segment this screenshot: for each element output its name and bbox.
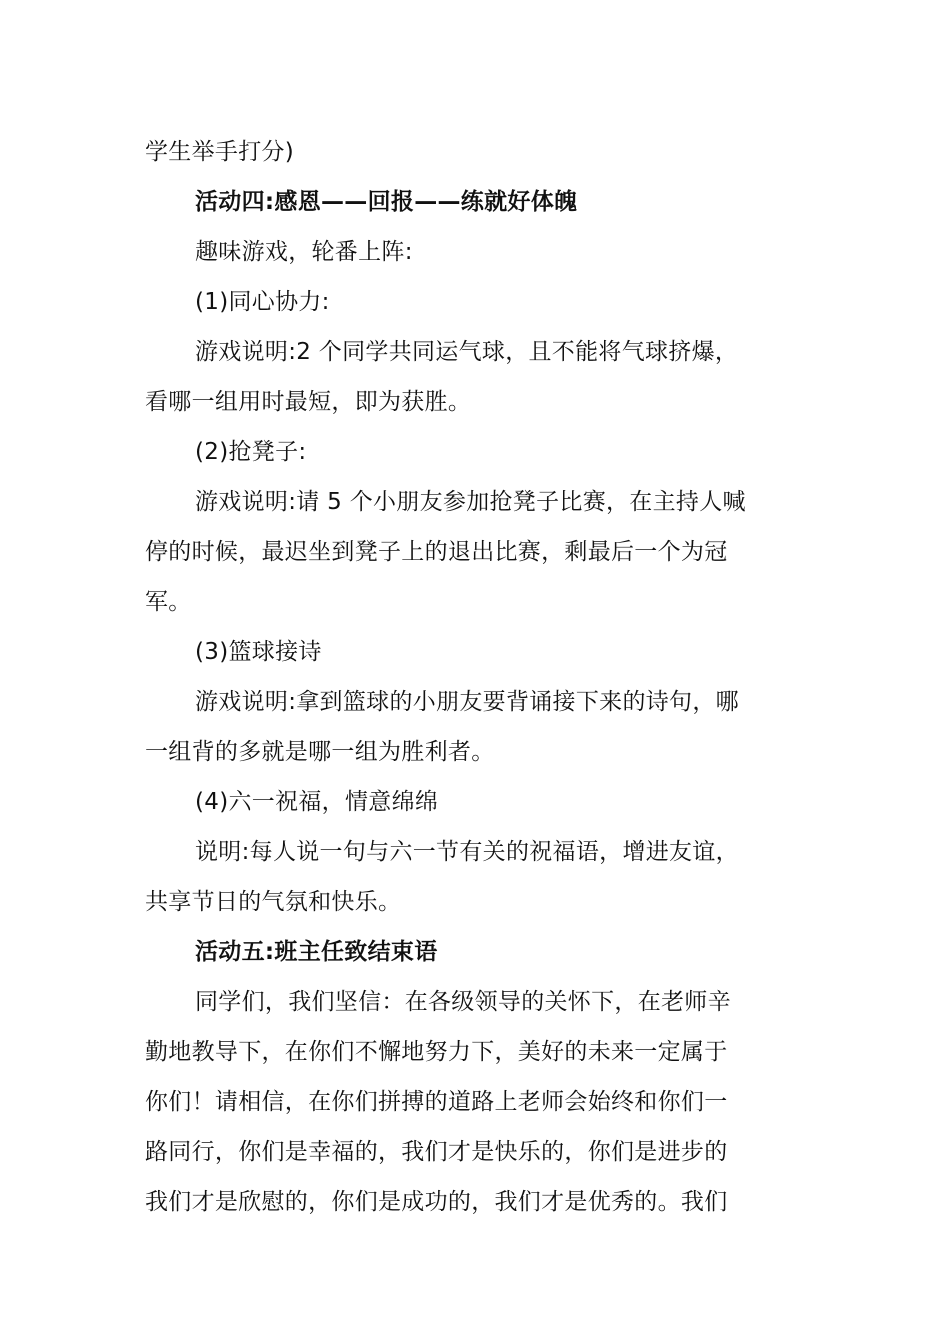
section-heading-activity-4: 活动四:感恩——回报——练就好体魄: [195, 189, 578, 215]
paragraph-line: 游戏说明:拿到篮球的小朋友要背诵接下来的诗句，哪: [195, 689, 739, 715]
paragraph-line: 共享节日的气氛和快乐。: [145, 889, 402, 915]
game-title-4: (4)六一祝福，情意绵绵: [195, 789, 439, 815]
document-body: [145, 127, 810, 1227]
paragraph-line: 我们才是欣慰的，你们是成功的，我们才是优秀的。我们: [145, 1189, 728, 1215]
paragraph-line: 同学们，我们坚信：在各级领导的关怀下，在老师辛: [195, 989, 731, 1015]
paragraph-line: 军。: [145, 589, 192, 615]
paragraph-line: 游戏说明:2 个同学共同运气球，且不能将气球挤爆，: [195, 339, 739, 365]
paragraph-line: 游戏说明:请 5 个小朋友参加抢凳子比赛，在主持人喊: [195, 489, 746, 515]
section-heading-activity-5: 活动五:班主任致结束语: [195, 939, 438, 965]
paragraph-line: 路同行，你们是幸福的，我们才是快乐的，你们是进步的: [145, 1139, 728, 1165]
paragraph-line: 一组背的多就是哪一组为胜利者。: [145, 739, 495, 765]
paragraph-line: 看哪一组用时最短，即为获胜。: [145, 389, 472, 415]
game-title-3: (3)篮球接诗: [195, 639, 322, 665]
paragraph-line: 学生举手打分): [145, 139, 295, 165]
game-title-2: (2)抢凳子:: [195, 439, 307, 465]
paragraph-line: 你们！请相信，在你们拼搏的道路上老师会始终和你们一: [145, 1089, 728, 1115]
paragraph-line: 停的时候，最迟坐到凳子上的退出比赛，剩最后一个为冠: [145, 539, 728, 565]
paragraph-line: 说明:每人说一句与六一节有关的祝福语，增进友谊，: [195, 839, 739, 865]
paragraph-line: 趣味游戏，轮番上阵:: [195, 239, 413, 265]
game-title-1: (1)同心协力:: [195, 289, 330, 315]
paragraph-line: 勤地教导下，在你们不懈地努力下，美好的未来一定属于: [145, 1039, 728, 1065]
